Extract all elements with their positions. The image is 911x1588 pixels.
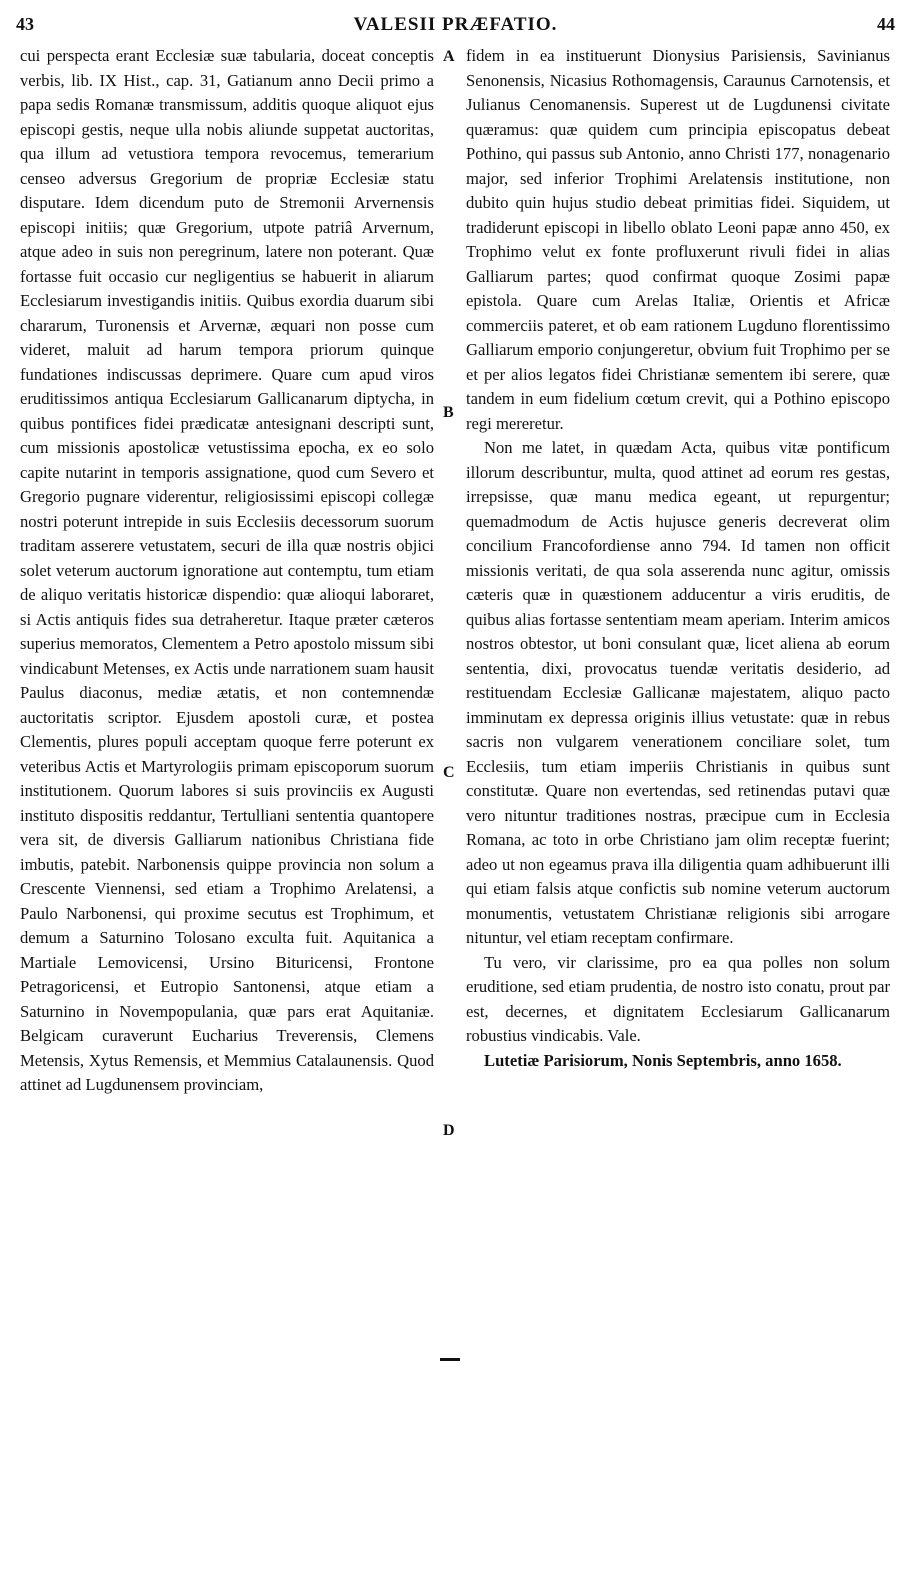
running-title: VALESII PRÆFATIO. xyxy=(353,14,558,35)
left-column xyxy=(20,44,434,1098)
dateline: Lutetiæ Parisiorum, Nonis Septembris, anno 1658. xyxy=(484,1050,842,1070)
right-paragraph-3: Tu vero, vir clarissime, pro ea qua polles non solum eruditione, sed etiam prudentia, de nostro isto conatu, prout par est, decernes, et dignitatem Ecclesiarum Gallicanarum robustius vindicabis. Vale. xyxy=(466,952,890,1045)
right-paragraph-2: Non me latet, in quædam Acta, quibus vitæ pontificum illorum describuntur, multa, quod attinet ad eorum res gestas, irrepsisse, quæ manu medica egeant, ut repurgentur; quemadmodum de Actis hujusce generis decreverat olim concilium Francofordiense anno 794. Id tamen non officit missionis veritati, de qua sola asserenda nunc agitur, omissis cæteris quæ in quæstionem adducentur a viris eruditis, de quibus alias fortasse sententiam meam aperiam. Interim amicos nostros obtestor, ut boni consulant quæ, licet aliena ab eorum sententia, dixi, provocatus tuendæ veritatis desiderio, ad restituendam Ecclesiæ Gallicanæ majestatem, aliquo pacto imminutam ex depressa originis illius vetustate: quæ in rebus sacris non vulgarem venerationem conciliare solet, tum Ecclesiis, tum etiam imperiis Christianis in quibus sunt constitutæ. Quare non evertendas, sed retinendas putavi quæ vero nituntur traditiones nostras, præcipue cum in Ecclesia Romana, ac toto in orbe Christiano jam olim receptæ fuerint; adeo ut non egeamus prava illa diligentia quam adhibuerunt illi qui etiam falsis atque confictis sub nomine veterum auctorum monumentis, vetustatem Christianæ religionis sibi arrogare nituntur, vel etiam receptam confirmare. xyxy=(466,438,890,947)
margin-letter-a: A xyxy=(443,48,455,65)
left-paragraph-1: cui perspecta erant Ecclesiæ suæ tabularia, doceat conceptis verbis, lib. IX Hist., cap. 31, Gatianum anno Decii primo a papa sedis Romanæ transmissum, additis quoque aliquot ejus episcopi gestis, neque ulla nobis aliunde suppetat auctoritas, qua illum ad vetustiora tempora revocemus, temerarium censeo adversus Gregorium de propriæ Ecclesiæ statu disputare. Idem dicendum puto de Stremonii Arvernensis episcopi initiis; quæ Gregorium, utpote patriâ Arvernum, atque adeo in suis non peregrinum, latere non poterant. Quæ fortasse fuit occasio cur negligentius se habuerit in aliarum Ecclesiarum investigandis initiis. Quibus exordia duarum sibi chararum, Turonensis et Arvernæ, æquari non posse cum videret, maluit ad harum tempora priorum quinque fundationes indiscussas deprimere. Quare cum apud viros eruditissimos antiqua Ecclesiarum Gallicanarum diptycha, in quibus pontifices fidei prædicatæ antesignani descripti sunt, cum missionis apostolicæ vetustissima epocha, ex eo solo capite nutarint in temporis assignatione, quod cum Severo et Gregorio pugnare viderentur, religiosissimi episcopi collegæ nostri poterunt intrepide in suis Ecclesiis decessorum suorum traditam asserere vetustatem, securi de illa quæ nostris objici solet veterum auctorum ignoratione aut contemptu, tum etiam de aliquo veritatis historicæ dispendio: quæ alioqui laboraret, si Actis antiquis fides sua detraheretur. Itaque præter cæteros superius memoratos, Clementem a Petro apostolo missum sibi vindicabunt Metenses, ex Actis unde narrationem suam hausit Paulus diaconus, mediæ ætatis, et non contemnendæ auctoritatis scriptor. Ejusdem apostoli curæ, et postea Clementis, plures populi acceptam quoque ferre poterunt ex veteribus Actis et Martyrologiis primam episcoporum suorum institutionem. Quorum labores si suis provinciis ex Augusti instituto dispositis reddantur, Tertulliani sententia quantopere vera sit, de diversis Galliarum nationibus Christiana fide imbutis, patebit. Narbonensis quippe provincia non solum a Crescente Viennensi, sed etiam a Trophimo Arelatensi, a Paulo Narbonensi, qui proxime secutus est Trophimum, et demum a Saturnino Tolosano exculta fuit. Aquitanica a Martiale Lemovicensi, Ursino Bituricensi, Frontone Petragoricensi, et Eutropio Santonensi, atque etiam a Saturnino in Novempopulania, quæ pars erat Aquitaniæ. Belgicam curaverunt Eucharius Treverensis, Clemens Metensis, Xytus Remensis, et Memmius Catalaunensis. Quod attinet ad Lugdunensem provinciam, xyxy=(20,46,434,1094)
margin-letter-b: B xyxy=(443,404,454,421)
right-column xyxy=(466,44,890,1073)
page-number-right: 44 xyxy=(877,14,895,34)
page-number-left: 43 xyxy=(16,14,34,34)
margin-letter-d: D xyxy=(443,1122,455,1139)
right-paragraph-1: fidem in ea instituerunt Dionysius Parisiensis, Savinianus Senonensis, Nicasius Rothomagensis, Caraunus Carnotensis, et Julianus Cenomanensis. Superest ut de Lugdunensi civitate quæramus: quæ quidem cum principia episcopatus debeat Pothino, qui passus sub Antonio, anno Christi 177, nonagenario major, sed inferior Trophimi Arelatensis institutione, non dubito quin hujus studio debeat primitias fidei. Siquidem, ut tradiderunt episcopi in libello oblato Leoni papæ anno 450, ex Trophimo velut ex fonte profluxerunt rivuli fidei in alias Galliarum partes; quod confirmat quoque Zosimi papæ epistola. Quare cum Arelas Italiæ, Orientis et Africæ commerciis pateret, et ob eam rationem Lugduno florentissimo Galliarum emporio conjungeretur, obvium fuit Trophimo per se et per alios legatos fidei Christianæ sementem ibi serere, quæ tandem in eum fidelium cœtum crevit, qui a Pothino episcopo regi mereretur. xyxy=(466,46,890,433)
margin-letter-c: C xyxy=(443,764,455,781)
end-rule xyxy=(440,1358,460,1361)
page-header xyxy=(16,14,895,40)
